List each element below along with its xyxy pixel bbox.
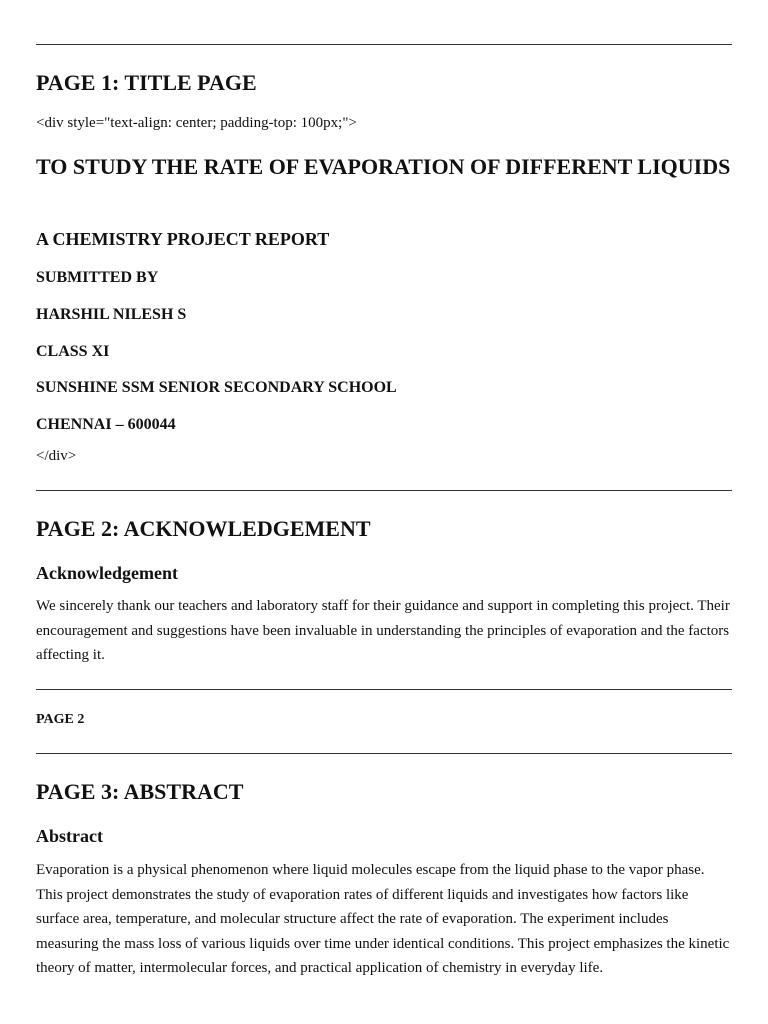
student-name: HARSHIL NILESH S (36, 306, 187, 323)
abstract-title: Abstract (36, 826, 103, 846)
submitted-by-label: SUBMITTED BY (36, 269, 159, 286)
report-subtitle: A CHEMISTRY PROJECT REPORT (36, 229, 330, 249)
page1-heading: PAGE 1: TITLE PAGE (36, 70, 257, 95)
page-divider (36, 490, 732, 491)
abstract-body: Evaporation is a physical phenomenon where liquid molecules escape from the liquid phase to the vapor phase. This project demonstrates the study of evaporation rates of different liquids and investigates how factors like surface area, temperature, and molecular structure affect the rate of evaporation. The experiment includes measuring the mass loss of various liquids over time under identical conditions. This project emphasizes the kinetic theory of matter, intermolecular forces, and practical application of chemistry in everyday life. (36, 862, 730, 976)
acknowledgement-body: We sincerely thank our teachers and laboratory staff for their guidance and support in completing this project. Their encouragement and suggestions have been invaluable in understanding the principles of evaporation and the factors affecting it. (36, 598, 730, 663)
page-divider (36, 753, 732, 754)
page2-heading: PAGE 2: ACKNOWLEDGEMENT (36, 516, 371, 541)
page3-heading: PAGE 3: ABSTRACT (36, 779, 244, 804)
div-open-code: <div style="text-align: center; padding-top: 100px;"> (36, 115, 357, 131)
acknowledgement-title: Acknowledgement (36, 563, 178, 583)
page2-footer: PAGE 2 (36, 712, 85, 727)
div-close-code: </div> (36, 448, 77, 464)
page-divider (36, 689, 732, 690)
student-class: CLASS XI (36, 343, 110, 360)
report-title: TO STUDY THE RATE OF EVAPORATION OF DIFFERENT LIQUIDS (36, 154, 731, 179)
page-divider (36, 44, 732, 45)
school-name: SUNSHINE SSM SENIOR SECONDARY SCHOOL (36, 379, 397, 396)
school-city: CHENNAI – 600044 (36, 416, 176, 433)
